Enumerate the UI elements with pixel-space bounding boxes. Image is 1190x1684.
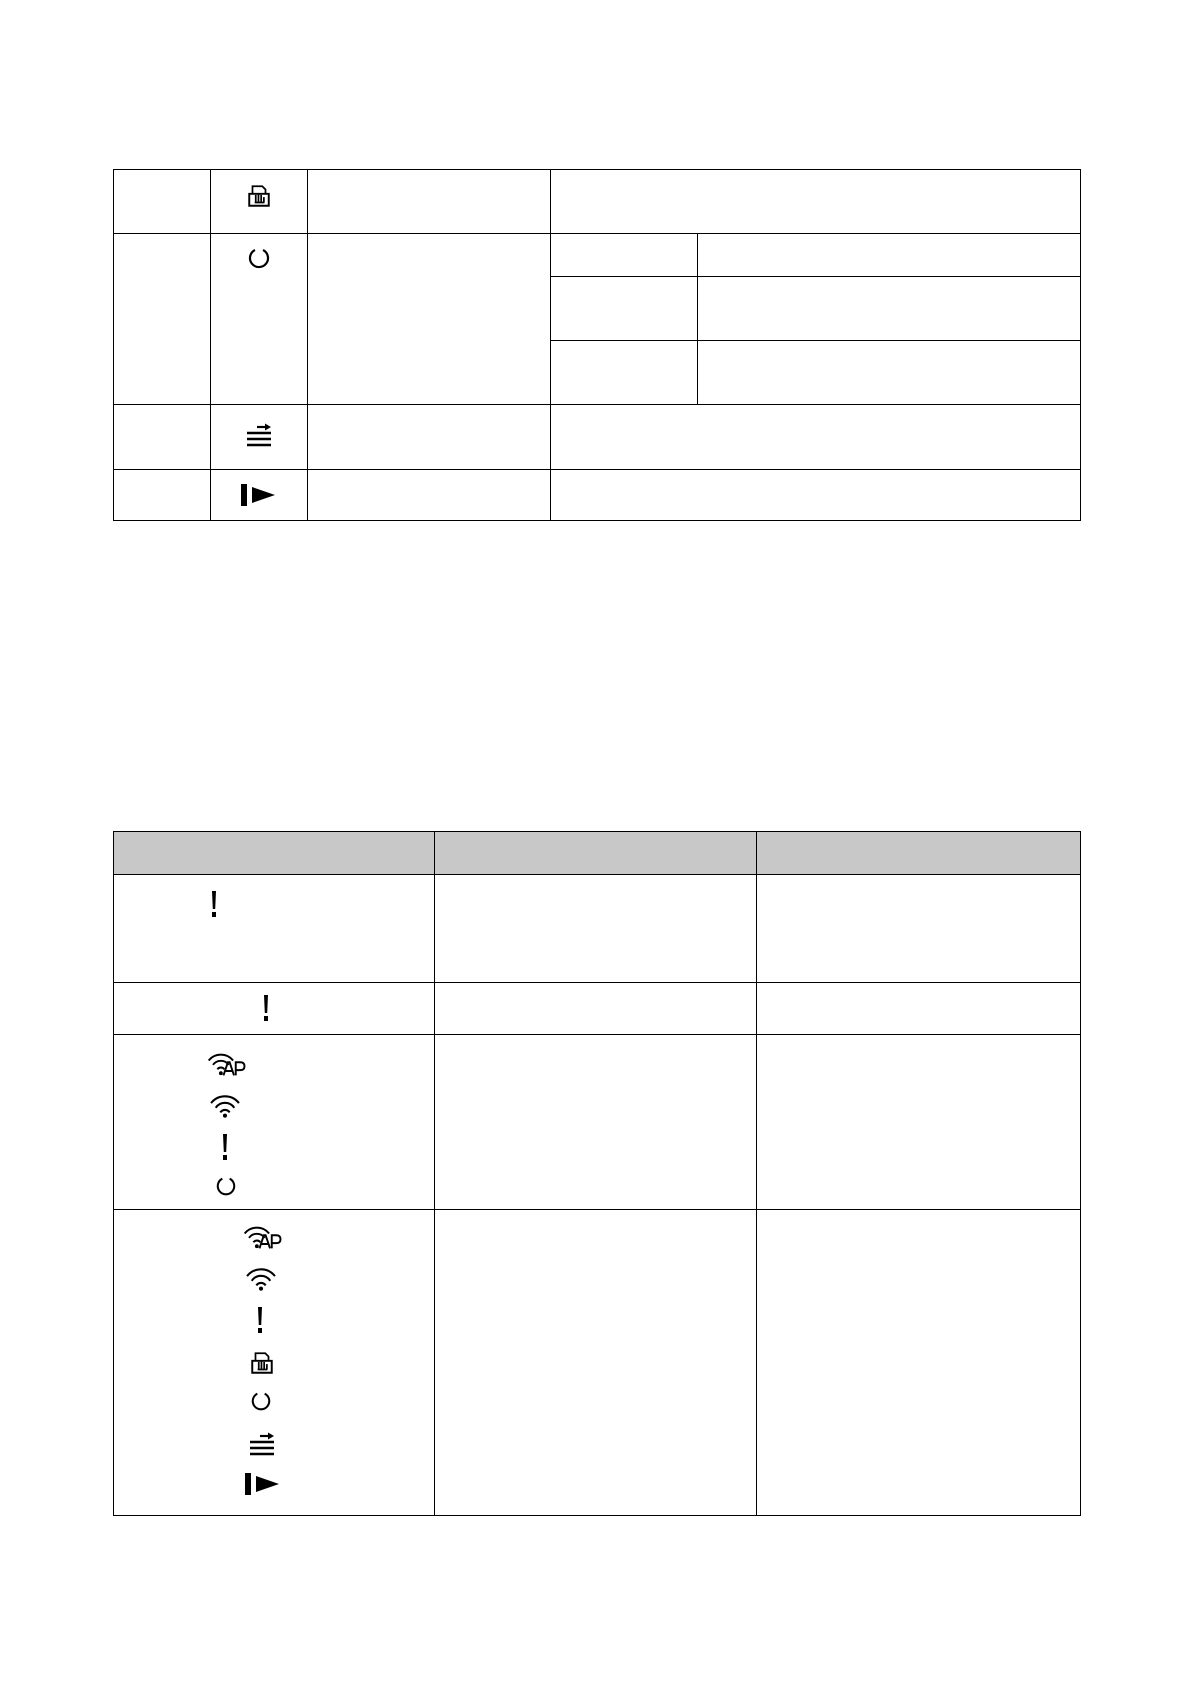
table-cell <box>435 875 757 983</box>
table-cell <box>551 170 1081 234</box>
table-cell <box>757 1210 1081 1516</box>
ink-icon <box>215 1175 237 1197</box>
table-cell <box>698 234 1081 277</box>
start-icon <box>241 483 277 507</box>
ink-icon <box>250 1390 272 1412</box>
table-row <box>114 170 1081 234</box>
start-icon <box>245 1472 281 1496</box>
table-cell <box>435 983 757 1035</box>
table-row <box>114 405 1081 470</box>
wifi-ap-icon <box>242 1224 284 1250</box>
table-cell <box>435 1035 757 1210</box>
table-cell <box>211 170 308 234</box>
error-icon <box>208 890 220 918</box>
table-cell <box>435 1210 757 1516</box>
data-transfer-icon <box>245 423 273 447</box>
status-table <box>113 831 1081 1516</box>
table-cell <box>551 341 698 405</box>
table-cell <box>211 405 308 470</box>
table-row <box>114 470 1081 521</box>
ink-icon <box>247 246 271 270</box>
table-row <box>114 1035 1081 1210</box>
table-cell <box>757 1035 1081 1210</box>
table-row <box>114 1210 1081 1516</box>
wifi-icon <box>242 1265 280 1291</box>
table-cell <box>757 983 1081 1035</box>
wifi-ap-icon <box>206 1051 248 1077</box>
column-header <box>757 832 1081 875</box>
table-row <box>114 234 1081 277</box>
table-cell <box>757 875 1081 983</box>
table-cell <box>308 470 551 521</box>
column-header <box>114 832 435 875</box>
wifi-icon <box>206 1092 244 1118</box>
table-cell <box>308 234 551 405</box>
error-icon <box>260 994 272 1022</box>
table-cell <box>114 875 435 983</box>
table-cell <box>698 341 1081 405</box>
table-cell <box>114 405 211 470</box>
paper-icon <box>249 1350 275 1376</box>
table-cell <box>114 983 435 1035</box>
column-header <box>435 832 757 875</box>
table-cell <box>551 405 1081 470</box>
data-transfer-icon <box>248 1432 276 1456</box>
table-cell <box>211 470 308 521</box>
paper-icon <box>246 183 272 209</box>
table-cell <box>114 470 211 521</box>
table-cell <box>308 405 551 470</box>
table-cell <box>551 470 1081 521</box>
table-cell <box>114 234 211 405</box>
table-cell <box>308 170 551 234</box>
table-cell <box>114 1210 435 1516</box>
table-header-row <box>114 832 1081 875</box>
error-icon <box>254 1306 266 1334</box>
table-cell <box>114 170 211 234</box>
table-row <box>114 875 1081 983</box>
table-row <box>114 983 1081 1035</box>
table-cell <box>551 234 698 277</box>
top-table <box>113 169 1081 521</box>
table-cell <box>551 277 698 341</box>
table-cell <box>211 234 308 405</box>
error-icon <box>219 1133 231 1161</box>
table-cell <box>698 277 1081 341</box>
table-cell <box>114 1035 435 1210</box>
